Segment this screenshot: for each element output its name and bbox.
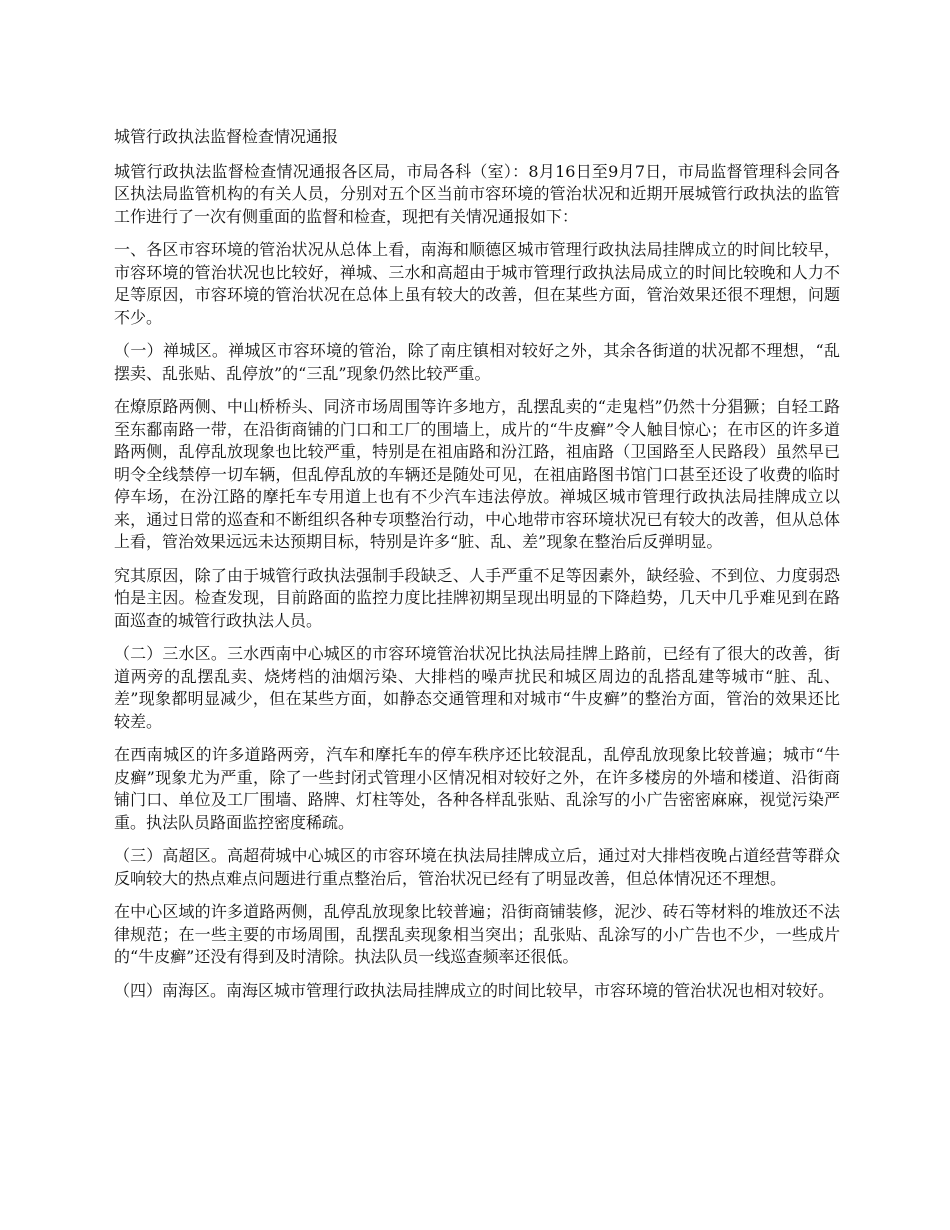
paragraph-gaochao: （三）高超区。高超荷城中心城区的市容环境在执法局挂牌成立后，通过对大排档夜晚占道经营等群众反响较大的热点难点问题进行重点整治后，管治状况已经有了明显改善，但总体情况还不理想。 [114, 846, 840, 888]
document-title: 城管行政执法监督检查情况通报 [114, 127, 339, 146]
paragraph-sanshui: （二）三水区。三水西南中心城区的市容环境管治状况比执法局挂牌上路前，已经有了很大的改善，街道两旁的乱摆乱卖、烧烤档的油烟污染、大排档的噪声扰民和城区周边的乱搭乱建等城市“脏、乱、差”现象都明显减少，但在某些方面，如静态交通管理和对城市“牛皮癣”的整治方面，管治的效果还比较差。 [114, 644, 840, 731]
paragraph-overview: 一、各区市容环境的管治状况从总体上看，南海和顺德区城市管理行政执法局挂牌成立的时间比较早，市容环境的管治状况也比较好，禅城、三水和高超由于城市管理行政执法局成立的时间比较晚和人力不足等原因，市容环境的管治状况在总体上虽有较大的改善，但在某些方面，管治效果还很不理想，问题不少。 [114, 240, 840, 327]
paragraph-chancheng-details: 在燎原路两侧、中山桥桥头、同济市场周围等许多地方，乱摆乱卖的“走鬼档”仍然十分猖獗；自轻工路至东鄱南路一带，在沿街商铺的门口和工厂的围墙上，成片的“牛皮癣”令人触目惊心；在市区的许多道路两侧，乱停乱放现象也比较严重，特别是在祖庙路和汾江路，祖庙路（卫国路至人民路段）虽然早已明令全线禁停一切车辆，但乱停乱放的车辆还是随处可见，在祖庙路图书馆门口甚至还设了收费的临时停车场，在汾江路的摩托车专用道上也有不少汽车违法停放。禅城区城市管理行政执法局挂牌成立以来，通过日常的巡查和不断组织各种专项整治行动，中心地带市容环境状况已有较大的改善，但从总体上看，管治效果远远未达预期目标，特别是许多“脏、乱、差”现象在整治后反弹明显。 [114, 397, 840, 551]
paragraph-chancheng-causes: 究其原因，除了由于城管行政执法强制手段缺乏、人手严重不足等因素外，缺经验、不到位、力度弱恐怕是主因。检查发现，目前路面的监控力度比挂牌初期呈现出明显的下降趋势，几天中几乎难见到在路面巡查的城管行政执法人员。 [114, 565, 840, 630]
paragraph-gaochao-details: 在中心区域的许多道路两侧，乱停乱放现象比较普遍；沿街商铺装修，泥沙、砖石等材料的堆放还不法律规范；在一些主要的市场周围，乱摆乱卖现象相当突出；乱张贴、乱涂写的小广告也不少，一些成片的“牛皮癣”还没有得到及时清除。执法队员一线巡查频率还很低。 [114, 902, 840, 966]
paragraph-nanhai: （四）南海区。南海区城市管理行政执法局挂牌成立的时间比较早，市容环境的管治状况也相对较好。 [114, 980, 835, 1000]
paragraph-sanshui-details: 在西南城区的许多道路两旁，汽车和摩托车的停车秩序还比较混乱，乱停乱放现象比较普遍；城市“牛皮癣”现象尤为严重，除了一些封闭式管理小区情况相对较好之外，在许多楼房的外墙和楼道、沿街商铺门口、单位及工厂围墙、路牌、灯柱等处，各种各样乱张贴、乱涂写的小广告密密麻麻，视觉污染严重。执法队员路面监控密度稀疏。 [114, 745, 840, 832]
paragraph-intro: 城管行政执法监督检查情况通报各区局，市局各科（室）：8月16日至9月7日，市局监督管理科会同各区执法局监管机构的有关人员，分别对五个区当前市容环境的管治状况和近期开展城管行政执法的监管工作进行了一次有侧重面的监督和检查，现把有关情况通报如下： [114, 161, 840, 226]
paragraph-chancheng: （一）禅城区。禅城区市容环境的管治，除了南庄镇相对较好之外，其余各街道的状况都不理想，“乱摆卖、乱张贴、乱停放”的“三乱”现象仍然比较严重。 [114, 341, 840, 383]
document-page [114, 126, 840, 1013]
